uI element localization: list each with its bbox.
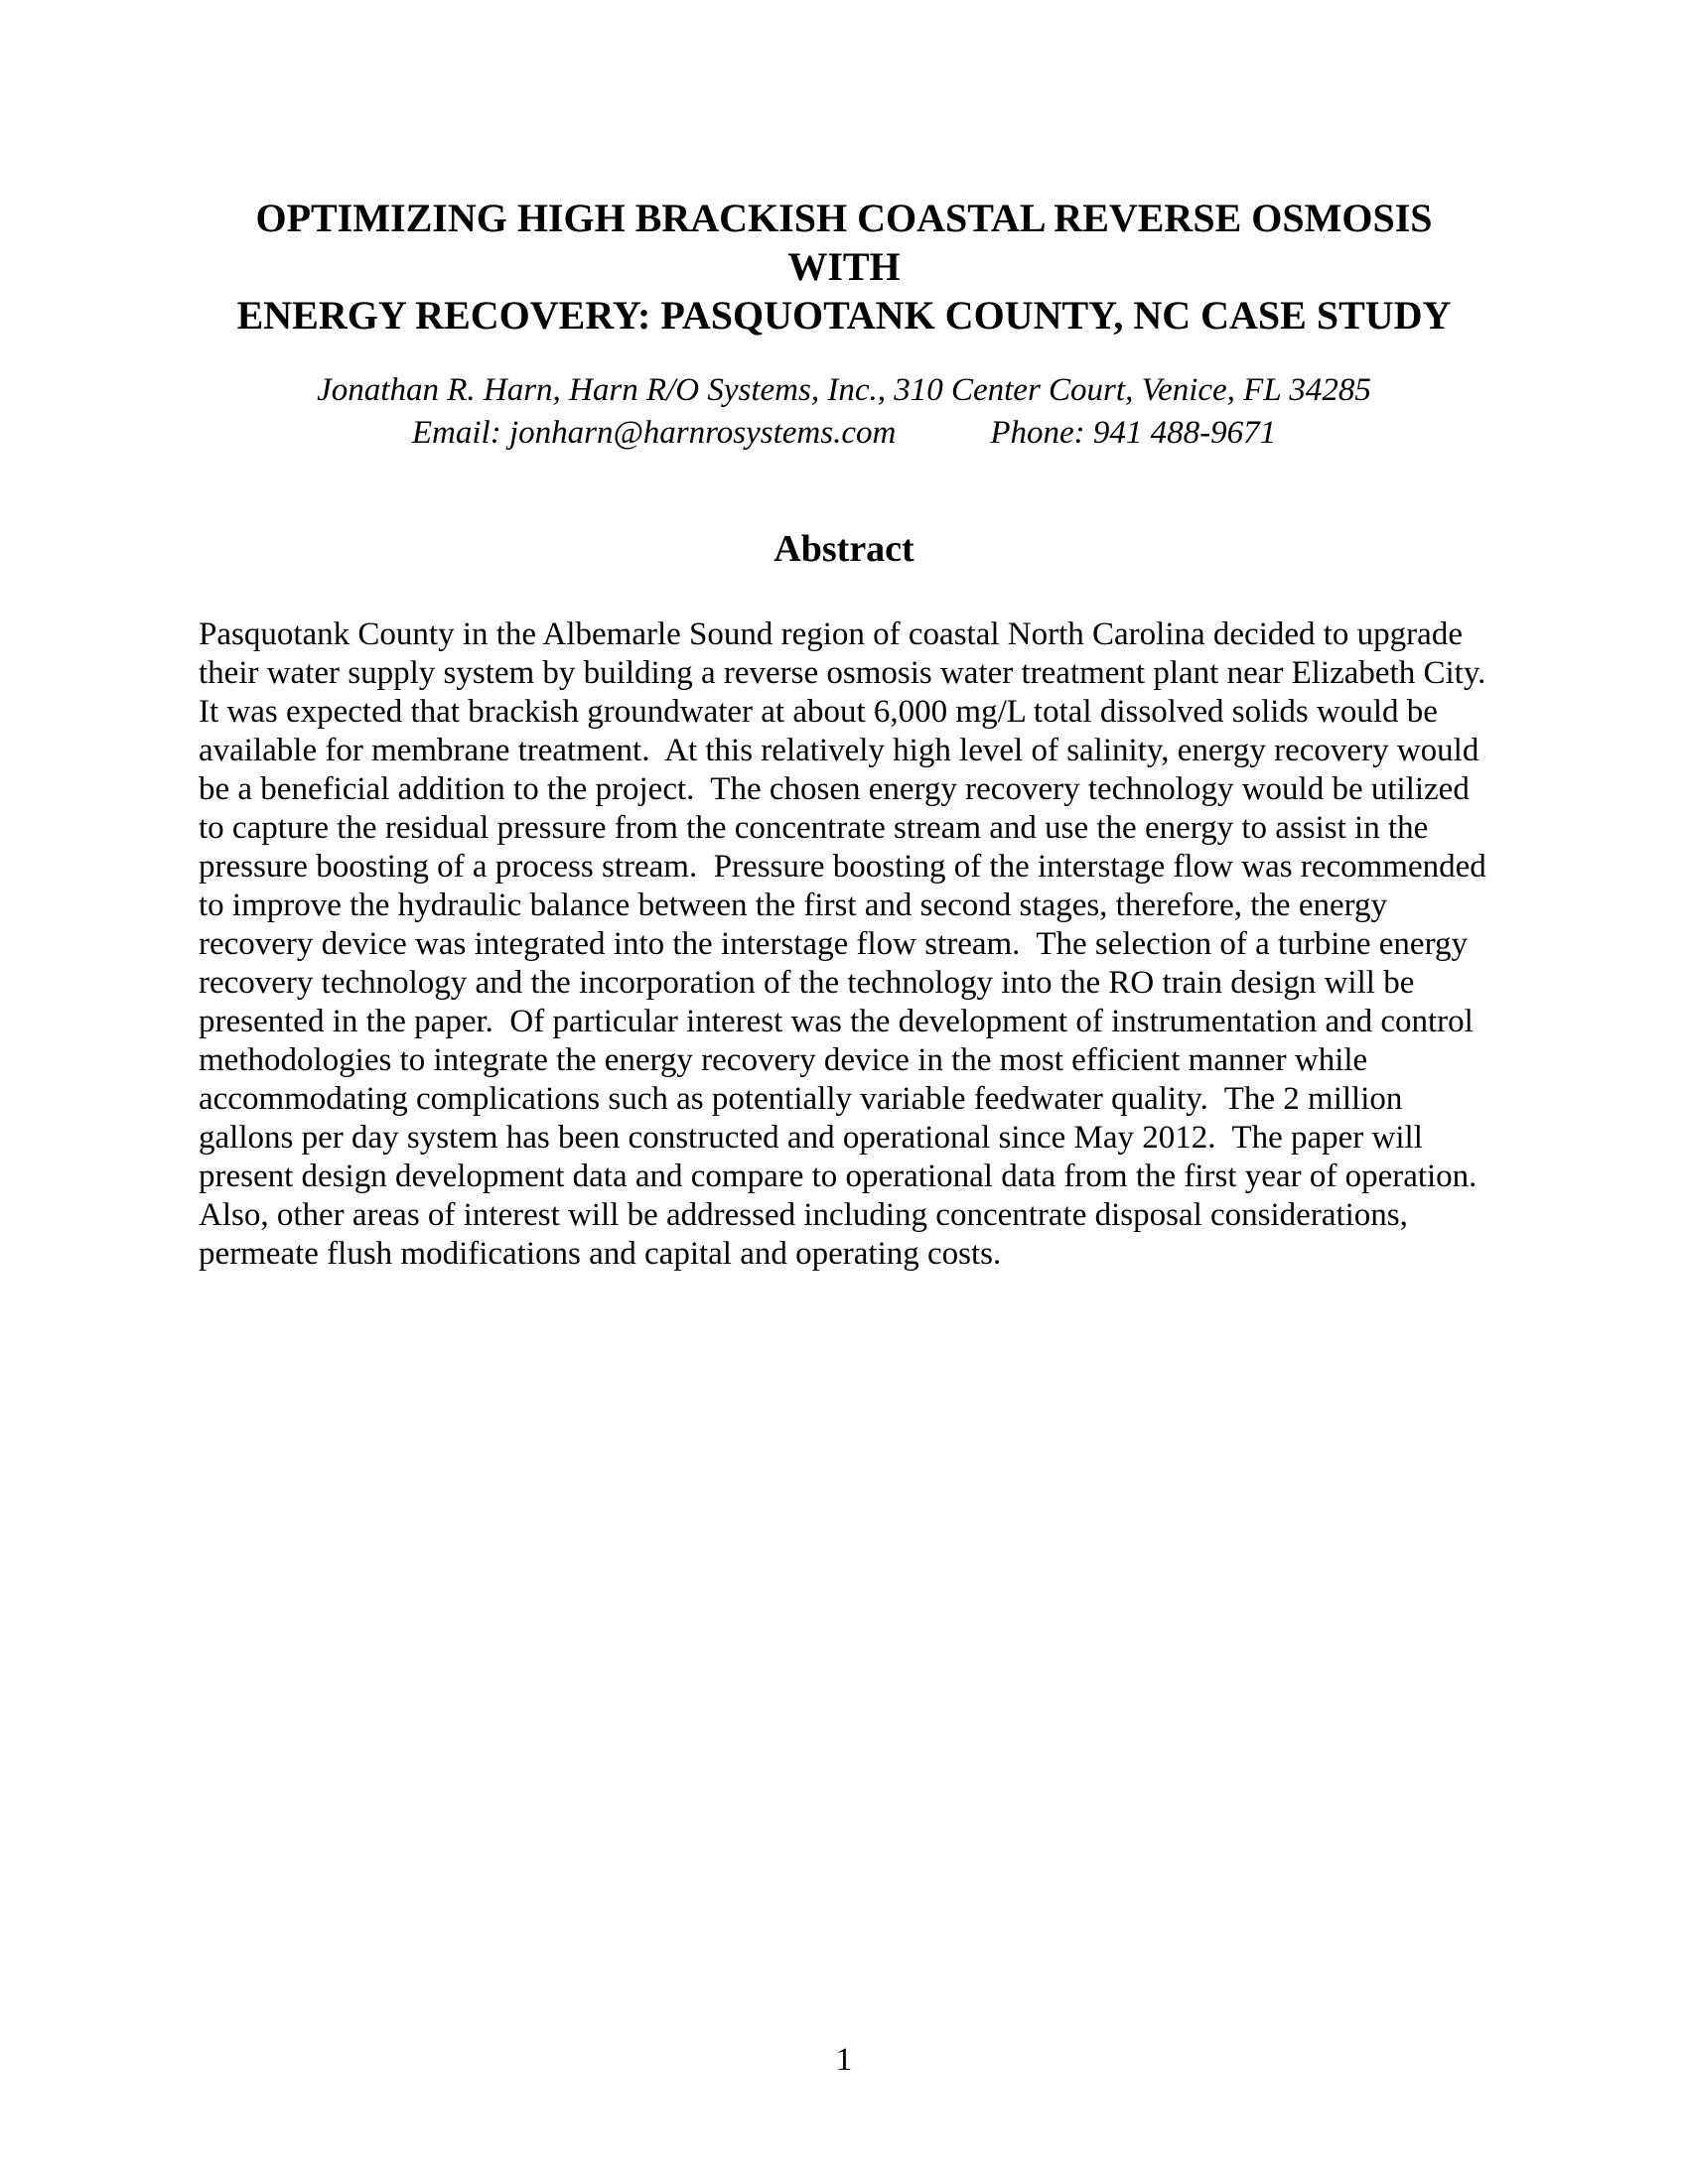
contact-line (199, 412, 1489, 455)
paper-title (199, 194, 1489, 340)
paper-title-line-2: ENERGY RECOVERY: PASQUOTANK COUNTY, NC CASE STUDY (236, 293, 1452, 338)
author-block (199, 369, 1489, 455)
page-number: 1 (835, 2042, 853, 2078)
paper-title-line-1: OPTIMIZING HIGH BRACKISH COASTAL REVERSE OSMOSIS WITH (255, 196, 1433, 289)
contact-phone: Phone: 941 488-9671 (990, 415, 1277, 451)
page-content (0, 194, 1688, 1274)
contact-email: Email: jonharn@harnrosystems.com (411, 415, 897, 451)
author-line: Jonathan R. Harn, Harn R/O Systems, Inc., 310 Center Court, Venice, FL 34285 (317, 372, 1371, 408)
abstract-paragraph: Pasquotank County in the Albemarle Sound region of coastal North Carolina decided to upgrade their water supply system by building a reverse osmosis water treatment plant near Elizabeth City. It was expected that brackish groundwater at about 6,000 mg/L total dissolved solids would be available for membrane treatment. At this relatively high level of salinity, energy recovery would be a beneficial addition to the project. The chosen energy recovery technology would be utilized to capture the residual pressure from the concentrate stream and use the energy to assist in the pressure boosting of a process stream. Pressure boosting of the interstage flow was recommended to improve the hydraulic balance between the first and second stages, therefore, the energy recovery device was integrated into the interstage flow stream. The selection of a turbine energy recovery technology and the incorporation of the technology into the RO train design will be presented in the paper. Of particular interest was the development of instrumentation and control methodologies to integrate the energy recovery device in the most efficient manner while accommodating complications such as potentially variable feedwater quality. The 2 million gallons per day system has been constructed and operational since May 2012. The paper will present design development data and compare to operational data from the first year of operation. Also, other areas of interest will be addressed including concentrate disposal considerations, permeate flush modifications and capital and operating costs. (199, 616, 1502, 1272)
abstract-heading: Abstract (774, 528, 914, 570)
